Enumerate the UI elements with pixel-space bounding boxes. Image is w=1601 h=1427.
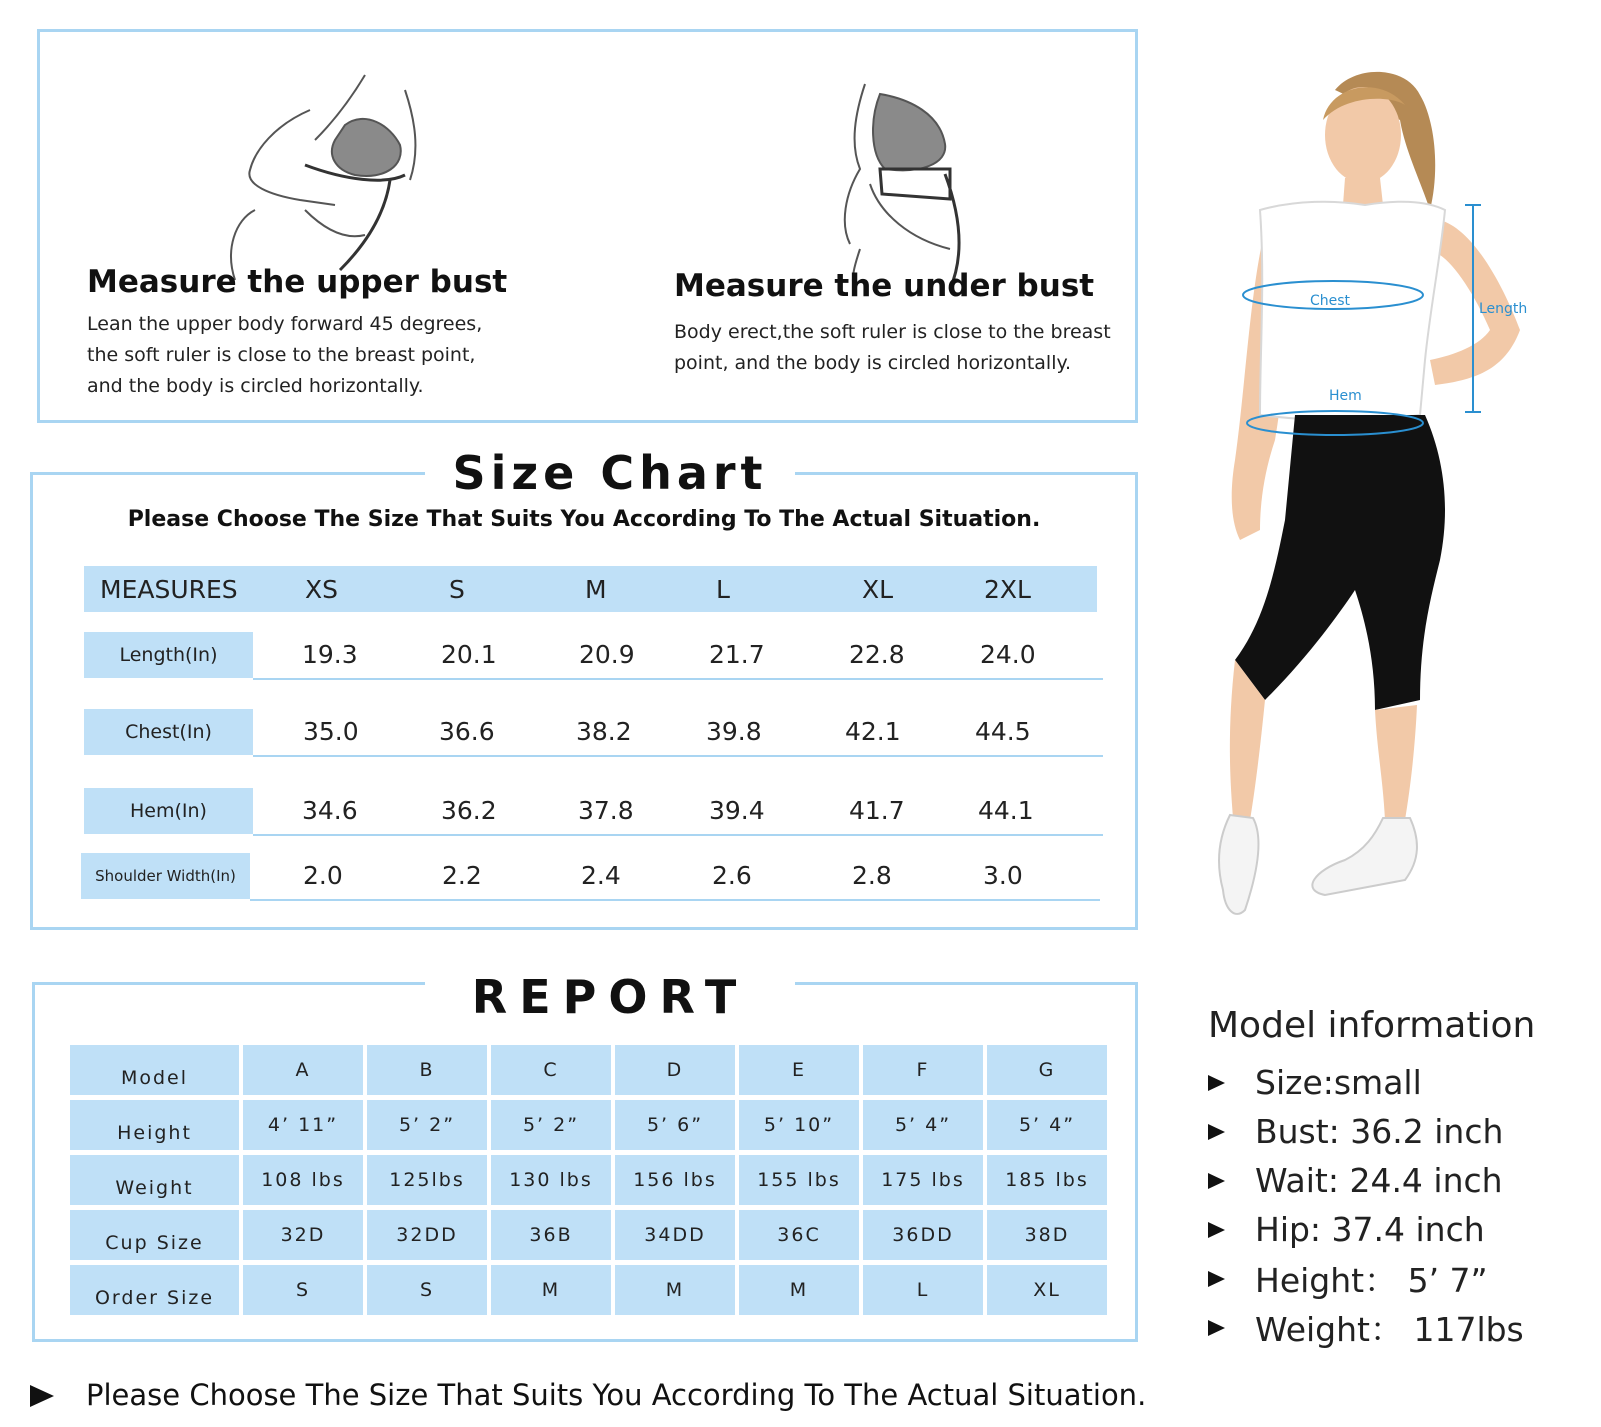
size-value: 20.9: [579, 640, 635, 669]
model-info-item: [1208, 1205, 1535, 1254]
upper-bust-title: Measure the upper bust: [87, 264, 508, 300]
report-cell: S: [243, 1265, 363, 1315]
upper-bust-line: Lean the upper body forward 45 degrees,: [87, 313, 483, 335]
report-cell: M: [491, 1265, 611, 1315]
size-value: 19.3: [302, 640, 358, 669]
row-label: Length(In): [84, 632, 253, 678]
report-cell: M: [739, 1265, 859, 1315]
bottom-note: [30, 1378, 1146, 1412]
size-value: 2.2: [442, 861, 482, 890]
size-row-length: [84, 632, 1104, 678]
size-value: 24.0: [980, 640, 1036, 669]
size-value: 37.8: [578, 796, 634, 825]
size-value: 42.1: [845, 717, 901, 746]
model-info-title: Model information: [1208, 1005, 1536, 1046]
report-cell: 32D: [243, 1210, 363, 1260]
size-value: 2.6: [712, 861, 752, 890]
upper-bust-line: and the body is circled horizontally.: [87, 375, 424, 397]
size-value: 39.4: [709, 796, 765, 825]
size-value: 20.1: [441, 640, 497, 669]
size-value: 2.0: [303, 861, 343, 890]
size-chart-header: [84, 566, 1097, 612]
row-label: Hem(In): [84, 788, 253, 834]
under-bust-title: Measure the under bust: [674, 268, 1095, 304]
size-row-chest: [84, 709, 1104, 755]
header-cell: MEASURES: [100, 575, 238, 604]
report-cell: L: [863, 1265, 983, 1315]
report-cell: 130 lbs: [491, 1155, 611, 1205]
report-cell: M: [615, 1265, 735, 1315]
report-cell: C: [491, 1045, 611, 1095]
size-value: 21.7: [709, 640, 765, 669]
report-cell: A: [243, 1045, 363, 1095]
report-cell: 32DD: [367, 1210, 487, 1260]
model-info-item: [1208, 1058, 1535, 1107]
arrow-right-icon: [1208, 1173, 1225, 1189]
upper-bust-description: [87, 309, 527, 402]
model-info-text: Size:small: [1255, 1063, 1422, 1102]
size-row-shoulder: [81, 853, 1101, 899]
model-photo: [1205, 60, 1585, 960]
bottom-note-text: Please Choose The Size That Suits You According To The Actual Situation.: [86, 1378, 1147, 1412]
size-value: 34.6: [302, 796, 358, 825]
model-info-text: Hip: 37.4 inch: [1255, 1210, 1485, 1249]
row-label: Shoulder Width(In): [81, 853, 250, 899]
report-cell: 34DD: [615, 1210, 735, 1260]
size-value: 44.5: [975, 717, 1031, 746]
under-bust-line: Body erect,the soft ruler is close to the breast: [674, 321, 1111, 343]
report-title: REPORT: [425, 972, 795, 1022]
model-info-text: Weight： 117lbs: [1255, 1310, 1524, 1349]
size-value: 36.6: [439, 717, 495, 746]
report-cell: 4’ 11”: [243, 1100, 363, 1150]
under-bust-figure-icon: [810, 74, 1010, 294]
measure-instructions-box: [37, 29, 1138, 423]
arrow-right-icon: [1208, 1124, 1225, 1140]
report-cell: 36DD: [863, 1210, 983, 1260]
size-value: 39.8: [706, 717, 762, 746]
row-divider: [253, 755, 1103, 757]
upper-bust-line: the soft ruler is close to the breast point,: [87, 344, 476, 366]
size-value: 22.8: [849, 640, 905, 669]
report-cell: 156 lbs: [615, 1155, 735, 1205]
header-cell: L: [716, 575, 730, 604]
report-cell: 5’ 2”: [367, 1100, 487, 1150]
report-cell: G: [987, 1045, 1107, 1095]
header-cell: M: [585, 575, 607, 604]
size-value: 41.7: [849, 796, 905, 825]
report-cell: 5’ 10”: [739, 1100, 859, 1150]
hem-label: Hem: [1329, 388, 1362, 404]
report-cell: 175 lbs: [863, 1155, 983, 1205]
row-divider: [253, 834, 1103, 836]
arrow-right-icon: [30, 1385, 54, 1407]
report-cell: 108 lbs: [243, 1155, 363, 1205]
model-info-text: Wait: 24.4 inch: [1255, 1161, 1503, 1200]
report-cell: 5’ 4”: [987, 1100, 1107, 1150]
report-cell: 5’ 2”: [491, 1100, 611, 1150]
report-table: [70, 1045, 1108, 1315]
report-cell: B: [367, 1045, 487, 1095]
under-bust-description: [674, 317, 1114, 379]
row-divider: [250, 899, 1100, 901]
length-label: Length: [1479, 301, 1528, 317]
size-value: 2.4: [581, 861, 621, 890]
chest-label: Chest: [1310, 293, 1351, 309]
report-cell: 36C: [739, 1210, 859, 1260]
model-information: [1208, 1005, 1535, 1352]
size-value: 35.0: [303, 717, 359, 746]
size-chart-title: Size Chart: [425, 448, 795, 498]
report-row-label: Model: [70, 1045, 239, 1095]
report-cell: S: [367, 1265, 487, 1315]
size-value: 38.2: [576, 717, 632, 746]
arrow-right-icon: [1208, 1271, 1225, 1287]
report-cell: E: [739, 1045, 859, 1095]
report-cell: F: [863, 1045, 983, 1095]
arrow-right-icon: [1208, 1222, 1225, 1238]
size-row-hem: [84, 788, 1104, 834]
size-value: 36.2: [441, 796, 497, 825]
header-cell: XS: [305, 575, 338, 604]
report-row-label: Weight: [70, 1155, 239, 1205]
model-info-item: [1208, 1303, 1535, 1352]
model-info-item: [1208, 1156, 1535, 1205]
arrow-right-icon: [1208, 1075, 1225, 1091]
upper-bust-figure-icon: [215, 70, 425, 285]
row-label: Chest(In): [84, 709, 253, 755]
size-value: 44.1: [978, 796, 1034, 825]
report-cell: D: [615, 1045, 735, 1095]
report-cell: XL: [987, 1265, 1107, 1315]
report-cell: 5’ 4”: [863, 1100, 983, 1150]
report-cell: 125lbs: [367, 1155, 487, 1205]
header-cell: 2XL: [984, 575, 1031, 604]
header-cell: XL: [862, 575, 894, 604]
size-value: 3.0: [983, 861, 1023, 890]
report-row-label: Height: [70, 1100, 239, 1150]
model-info-item: [1208, 1107, 1535, 1156]
model-info-item: [1208, 1254, 1535, 1303]
report-cell: 5’ 6”: [615, 1100, 735, 1150]
model-info-text: Bust: 36.2 inch: [1255, 1112, 1504, 1151]
report-cell: 38D: [987, 1210, 1107, 1260]
report-cell: 185 lbs: [987, 1155, 1107, 1205]
under-bust-line: point, and the body is circled horizontally.: [674, 352, 1072, 374]
size-chart-subtitle: Please Choose The Size That Suits You According To The Actual Situation.: [127, 507, 1041, 532]
size-value: 2.8: [852, 861, 892, 890]
header-cell: S: [449, 575, 465, 604]
arrow-right-icon: [1208, 1320, 1225, 1336]
model-info-text: Height： 5’ 7”: [1255, 1261, 1488, 1300]
report-row-label: Order Size: [70, 1265, 239, 1315]
report-row-label: Cup Size: [70, 1210, 239, 1260]
row-divider: [253, 678, 1103, 680]
report-cell: 155 lbs: [739, 1155, 859, 1205]
report-cell: 36B: [491, 1210, 611, 1260]
